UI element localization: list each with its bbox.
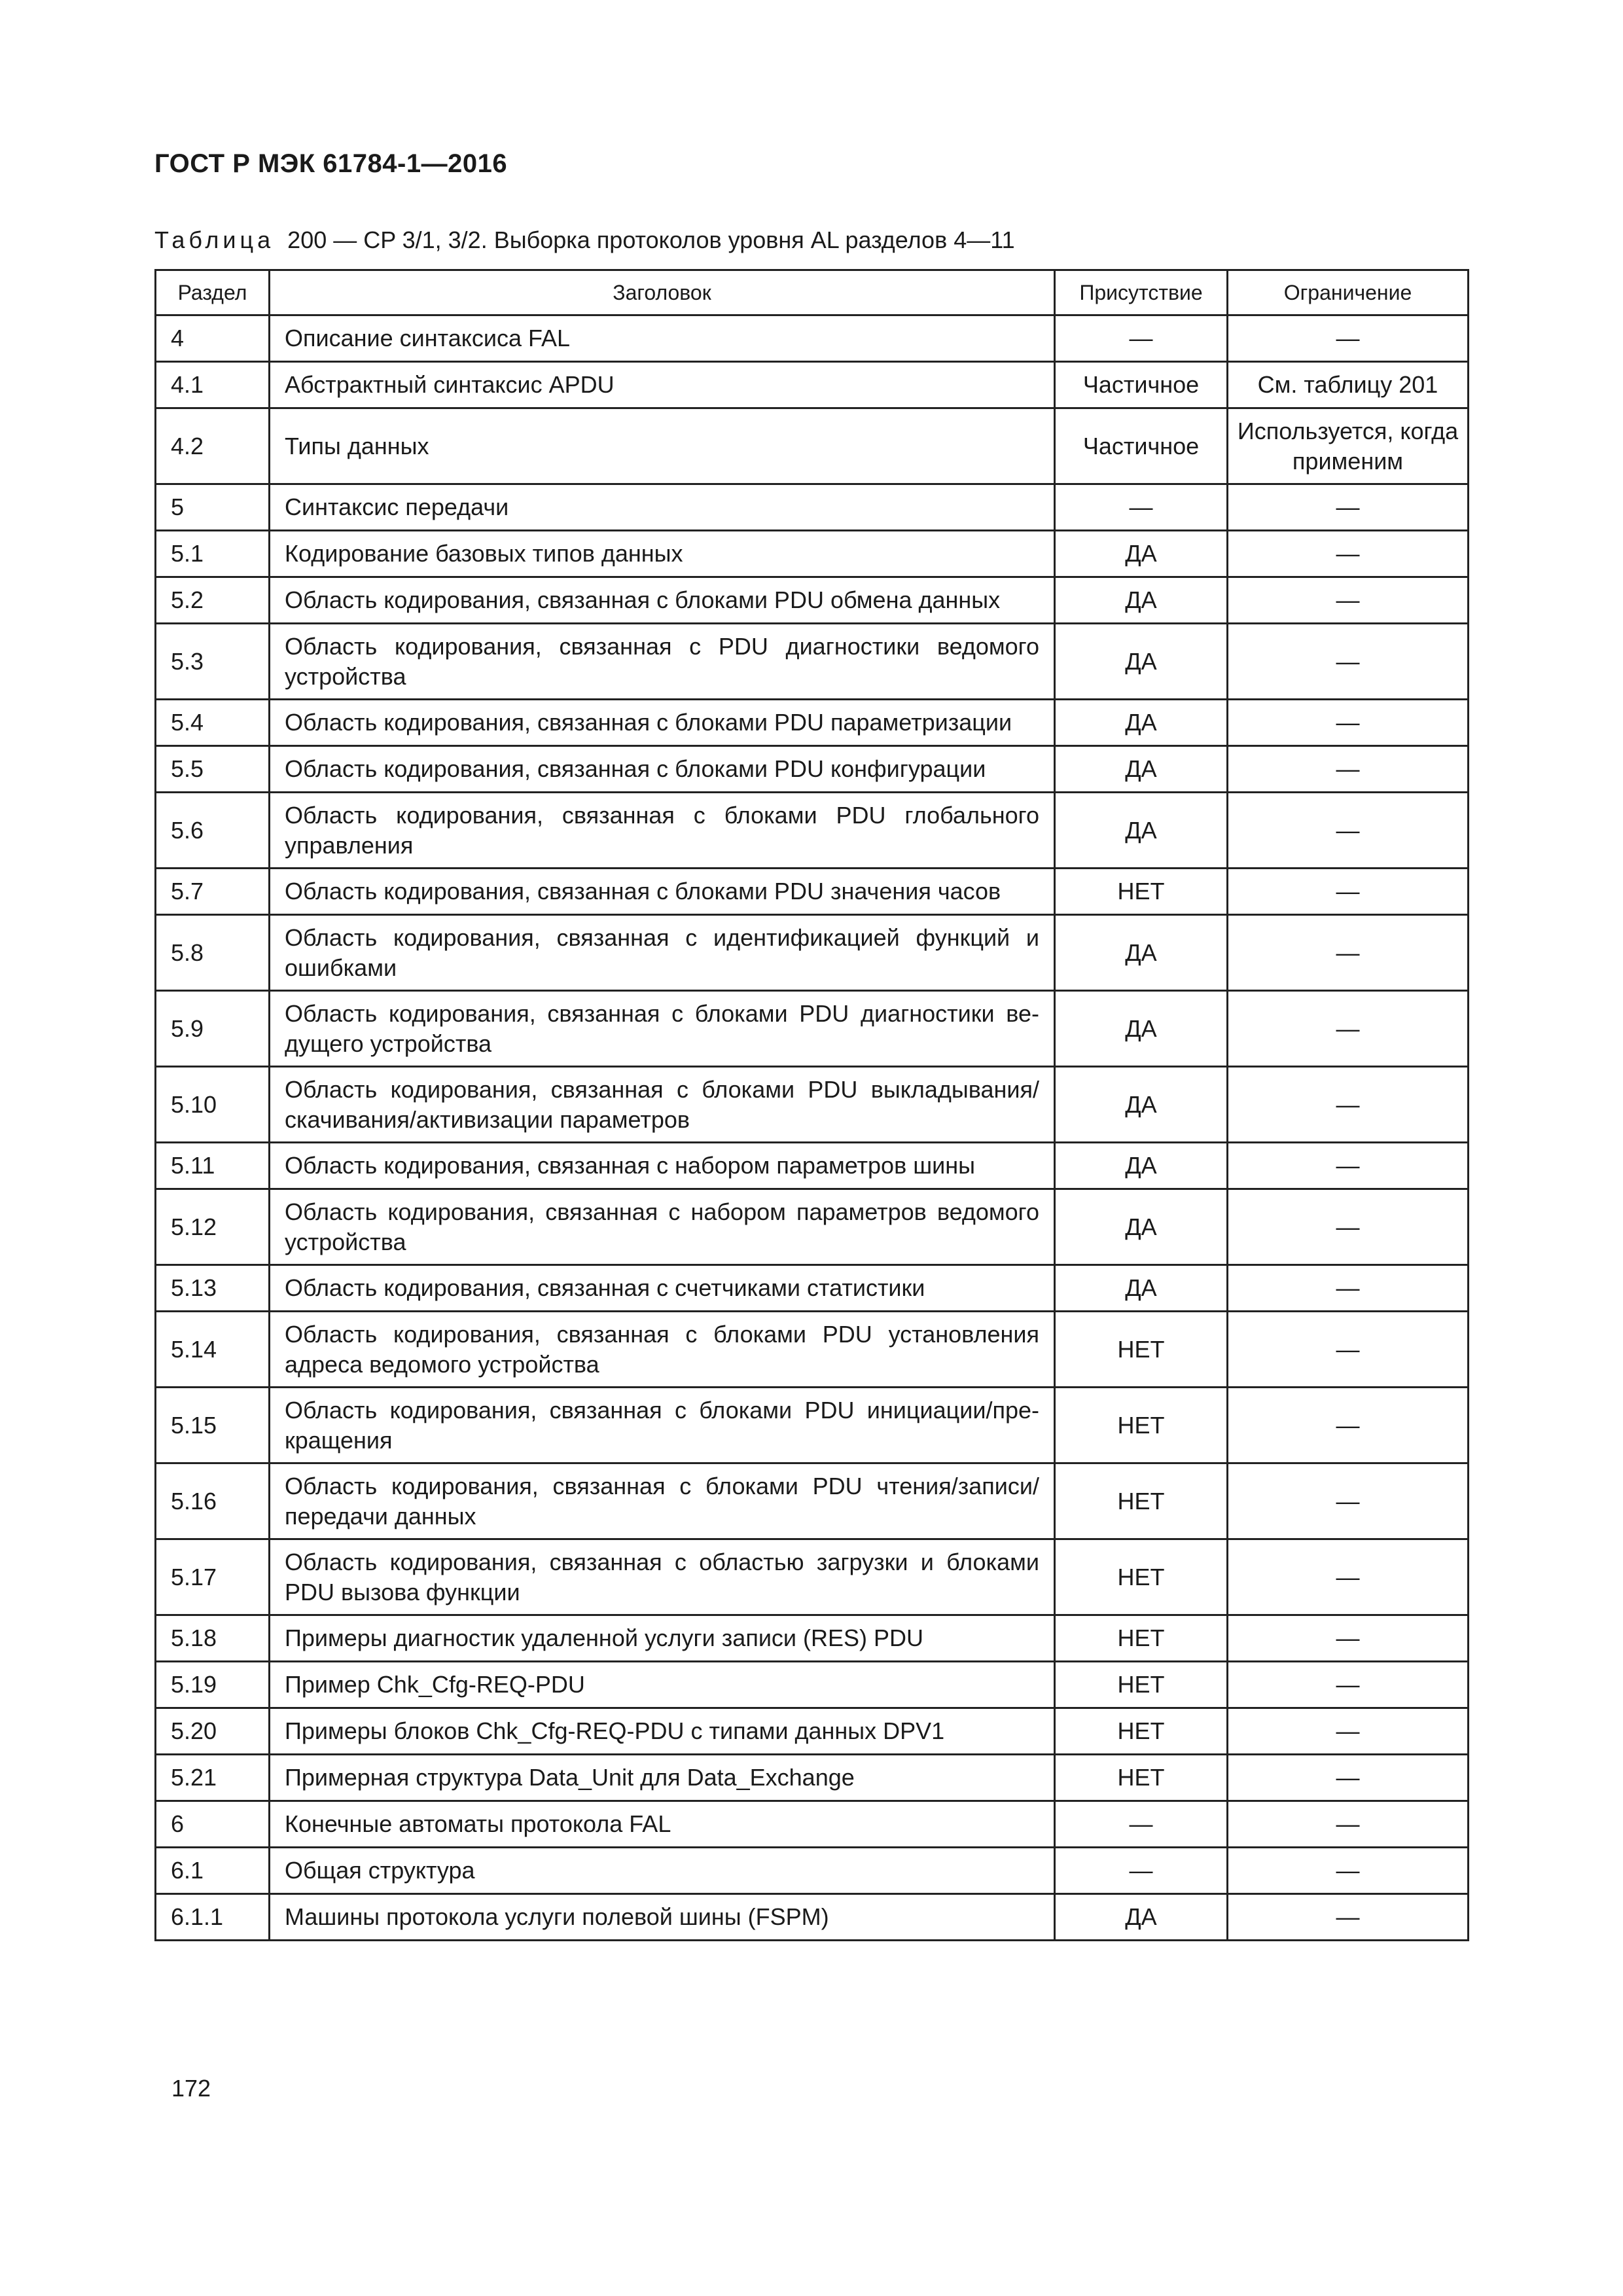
header-title: Заголовок [270, 270, 1055, 315]
cell-limitation: — [1228, 531, 1469, 577]
cell-presence: ДА [1055, 1894, 1228, 1941]
table-row [156, 746, 1469, 793]
table-row [156, 1894, 1469, 1941]
cell-title: Область кодирования, связанная с блоками PDU обмена данных [270, 577, 1055, 624]
table-row [156, 577, 1469, 624]
cell-limitation: — [1228, 915, 1469, 991]
cell-limitation: — [1228, 1848, 1469, 1894]
table-row [156, 484, 1469, 531]
table-row [156, 408, 1469, 484]
cell-title: Типы данных [270, 408, 1055, 484]
cell-presence: ДА [1055, 1143, 1228, 1189]
cell-limitation: — [1228, 577, 1469, 624]
cell-title: Примерная структура Data_Unit для Data_Exchange [270, 1755, 1055, 1801]
cell-section: 5.16 [156, 1463, 270, 1539]
cell-section: 6 [156, 1801, 270, 1848]
cell-title: Синтаксис передачи [270, 484, 1055, 531]
table-row [156, 1708, 1469, 1755]
cell-title: Область кодирования, связанная с блоками PDU глобального управления [270, 793, 1055, 869]
cell-presence: НЕТ [1055, 1615, 1228, 1662]
cell-limitation: — [1228, 1539, 1469, 1615]
cell-limitation: — [1228, 793, 1469, 869]
cell-presence: ДА [1055, 531, 1228, 577]
cell-presence: ДА [1055, 793, 1228, 869]
cell-section: 5.19 [156, 1662, 270, 1708]
cell-section: 5.11 [156, 1143, 270, 1189]
table-caption [154, 226, 1015, 254]
cell-limitation: — [1228, 700, 1469, 746]
cell-limitation: — [1228, 484, 1469, 531]
cell-title: Область кодирования, связанная с блоками PDU инициации/прекращения [270, 1388, 1055, 1463]
cell-section: 4 [156, 315, 270, 362]
cell-limitation: — [1228, 1615, 1469, 1662]
cell-section: 5.12 [156, 1189, 270, 1265]
table-row [156, 1265, 1469, 1312]
cell-title: Область кодирования, связанная с блоками PDU диагностики ведущего устройства [270, 991, 1055, 1067]
cell-presence: Частичное [1055, 362, 1228, 408]
cell-presence: ДА [1055, 1067, 1228, 1143]
table-row [156, 315, 1469, 362]
table-row [156, 1067, 1469, 1143]
cell-presence: НЕТ [1055, 1463, 1228, 1539]
table-row [156, 1463, 1469, 1539]
cell-title: Область кодирования, связанная с блоками PDU конфигурации [270, 746, 1055, 793]
document-header: ГОСТ Р МЭК 61784-1—2016 [154, 149, 508, 178]
table-row [156, 700, 1469, 746]
cell-presence: Частичное [1055, 408, 1228, 484]
cell-limitation: — [1228, 1189, 1469, 1265]
table-row [156, 362, 1469, 408]
cell-presence: ДА [1055, 1265, 1228, 1312]
cell-limitation: — [1228, 624, 1469, 700]
cell-presence: НЕТ [1055, 1539, 1228, 1615]
cell-title: Машины протокола услуги полевой шины (FSPM) [270, 1894, 1055, 1941]
cell-presence: НЕТ [1055, 1755, 1228, 1801]
cell-title: Примеры диагностик удаленной услуги записи (RES) PDU [270, 1615, 1055, 1662]
cell-presence: ДА [1055, 1189, 1228, 1265]
cell-presence: НЕТ [1055, 869, 1228, 915]
cell-section: 5.13 [156, 1265, 270, 1312]
cell-limitation: Используется, когда применим [1228, 408, 1469, 484]
cell-limitation: — [1228, 869, 1469, 915]
cell-section: 5.4 [156, 700, 270, 746]
cell-limitation: — [1228, 1662, 1469, 1708]
cell-limitation: — [1228, 1388, 1469, 1463]
cell-limitation: — [1228, 1801, 1469, 1848]
table-row [156, 1388, 1469, 1463]
table-header-row [156, 270, 1469, 315]
cell-section: 5.6 [156, 793, 270, 869]
cell-section: 5.3 [156, 624, 270, 700]
cell-section: 5.20 [156, 1708, 270, 1755]
table-row [156, 915, 1469, 991]
cell-section: 5.18 [156, 1615, 270, 1662]
cell-limitation: — [1228, 1143, 1469, 1189]
cell-title: Область кодирования, связанная с блоками PDU установления адреса ведомого устройства [270, 1312, 1055, 1388]
table-row [156, 1662, 1469, 1708]
cell-presence: ДА [1055, 624, 1228, 700]
cell-title: Область кодирования, связанная с PDU диагностики ведомого устройства [270, 624, 1055, 700]
cell-presence: — [1055, 1801, 1228, 1848]
page-number: 172 [171, 2075, 211, 2102]
table-row [156, 1848, 1469, 1894]
cell-title: Общая структура [270, 1848, 1055, 1894]
cell-section: 6.1 [156, 1848, 270, 1894]
cell-section: 5.2 [156, 577, 270, 624]
cell-presence: НЕТ [1055, 1708, 1228, 1755]
cell-title: Область кодирования, связанная с областью загрузки и блоками PDU вызова функции [270, 1539, 1055, 1615]
cell-section: 5.14 [156, 1312, 270, 1388]
cell-limitation: — [1228, 1755, 1469, 1801]
header-section: Раздел [156, 270, 270, 315]
cell-limitation: — [1228, 1463, 1469, 1539]
cell-title: Описание синтаксиса FAL [270, 315, 1055, 362]
table-caption-label: Таблица [154, 226, 275, 253]
cell-title: Область кодирования, связанная с блоками PDU выкладывания/ скачивания/активизации параметров [270, 1067, 1055, 1143]
cell-limitation: — [1228, 1312, 1469, 1388]
table-row [156, 1143, 1469, 1189]
table-row [156, 1755, 1469, 1801]
cell-limitation: — [1228, 1067, 1469, 1143]
cell-section: 5.15 [156, 1388, 270, 1463]
cell-title: Примеры блоков Chk_Cfg-REQ-PDU с типами данных DPV1 [270, 1708, 1055, 1755]
cell-title: Абстрактный синтаксис APDU [270, 362, 1055, 408]
table-row [156, 624, 1469, 700]
cell-section: 5.9 [156, 991, 270, 1067]
cell-section: 5 [156, 484, 270, 531]
cell-section: 5.1 [156, 531, 270, 577]
cell-presence: НЕТ [1055, 1388, 1228, 1463]
table-row [156, 1189, 1469, 1265]
cell-presence: НЕТ [1055, 1312, 1228, 1388]
cell-title: Область кодирования, связанная с блоками PDU значения часов [270, 869, 1055, 915]
cell-limitation: — [1228, 315, 1469, 362]
cell-title: Кодирование базовых типов данных [270, 531, 1055, 577]
cell-presence: ДА [1055, 991, 1228, 1067]
cell-presence: ДА [1055, 700, 1228, 746]
table-caption-text: 200 — CP 3/1, 3/2. Выборка протоколов уровня AL разделов 4—11 [287, 226, 1015, 253]
table-row [156, 793, 1469, 869]
cell-title: Конечные автоматы протокола FAL [270, 1801, 1055, 1848]
cell-limitation: — [1228, 1708, 1469, 1755]
header-presence: Присутствие [1055, 270, 1228, 315]
cell-section: 4.2 [156, 408, 270, 484]
table-row [156, 1539, 1469, 1615]
table-row [156, 531, 1469, 577]
cell-presence: НЕТ [1055, 1662, 1228, 1708]
header-limitation: Ограничение [1228, 270, 1469, 315]
cell-title: Область кодирования, связанная с набором параметров шины [270, 1143, 1055, 1189]
cell-presence: ДА [1055, 577, 1228, 624]
cell-title: Область кодирования, связанная с блоками PDU чтения/записи/ передачи данных [270, 1463, 1055, 1539]
protocol-selection-table [154, 269, 1469, 1941]
cell-section: 4.1 [156, 362, 270, 408]
cell-title: Область кодирования, связанная с блоками PDU параметризации [270, 700, 1055, 746]
cell-section: 5.17 [156, 1539, 270, 1615]
cell-limitation: См. таблицу 201 [1228, 362, 1469, 408]
cell-limitation: — [1228, 1265, 1469, 1312]
cell-presence: — [1055, 484, 1228, 531]
cell-presence: — [1055, 1848, 1228, 1894]
cell-title: Область кодирования, связанная с идентификацией функций и ошибками [270, 915, 1055, 991]
table-row [156, 869, 1469, 915]
cell-section: 5.5 [156, 746, 270, 793]
cell-section: 5.7 [156, 869, 270, 915]
cell-presence: ДА [1055, 915, 1228, 991]
cell-section: 5.10 [156, 1067, 270, 1143]
cell-title: Пример Chk_Cfg-REQ-PDU [270, 1662, 1055, 1708]
cell-limitation: — [1228, 991, 1469, 1067]
cell-presence: — [1055, 315, 1228, 362]
cell-limitation: — [1228, 746, 1469, 793]
cell-title: Область кодирования, связанная с набором параметров ведомого устройства [270, 1189, 1055, 1265]
cell-section: 5.8 [156, 915, 270, 991]
table-row [156, 991, 1469, 1067]
cell-title: Область кодирования, связанная с счетчиками статистики [270, 1265, 1055, 1312]
cell-presence: ДА [1055, 746, 1228, 793]
cell-section: 5.21 [156, 1755, 270, 1801]
cell-section: 6.1.1 [156, 1894, 270, 1941]
table-row [156, 1312, 1469, 1388]
cell-limitation: — [1228, 1894, 1469, 1941]
table-body [156, 315, 1469, 1941]
table-row [156, 1615, 1469, 1662]
table-row [156, 1801, 1469, 1848]
